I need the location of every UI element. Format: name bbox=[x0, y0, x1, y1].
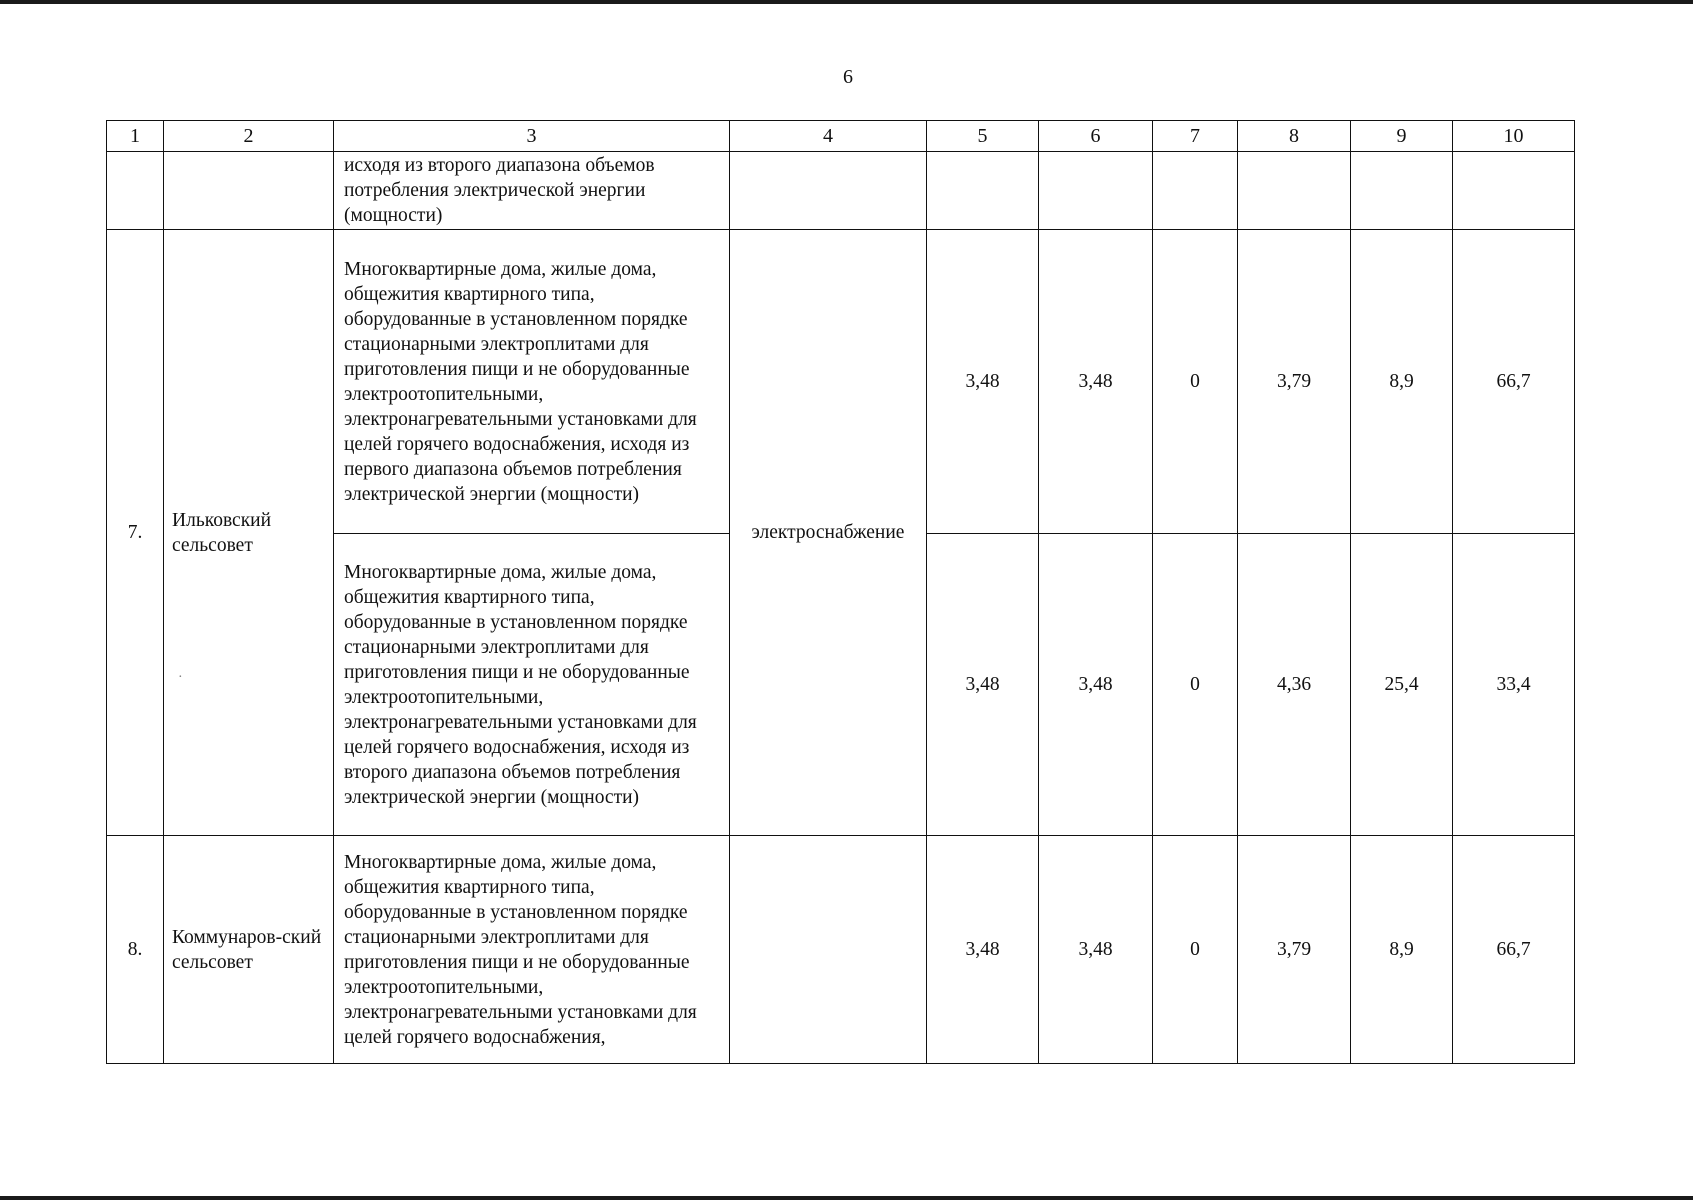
value-cell: 3,79 bbox=[1238, 230, 1351, 534]
column-number: 7 bbox=[1153, 121, 1238, 152]
table-cell bbox=[164, 152, 334, 230]
column-number: 3 bbox=[334, 121, 730, 152]
column-number: 5 bbox=[927, 121, 1039, 152]
value-cell: 0 bbox=[1153, 836, 1238, 1064]
column-number: 6 bbox=[1039, 121, 1153, 152]
resource-type: электроснабжение bbox=[730, 230, 927, 836]
column-number: 4 bbox=[730, 121, 927, 152]
value-cell: 33,4 bbox=[1453, 534, 1575, 836]
value-cell: 25,4 bbox=[1351, 534, 1453, 836]
consumer-description: Многоквартирные дома, жилые дома, общежития квартирного типа, оборудованные в установленном порядке стационарными электроплитами для приготовления пищи и не оборудованные электроотопительными, электронагревательными установками для целей горячего водоснабжения, исходя из второго диапазона объемов потребления электрической энергии (мощности) bbox=[334, 534, 730, 836]
consumer-description: исходя из второго диапазона объемов потребления электрической энергии (мощности) bbox=[334, 152, 730, 230]
column-number: 9 bbox=[1351, 121, 1453, 152]
value-cell: 3,48 bbox=[927, 534, 1039, 836]
value-cell: 66,7 bbox=[1453, 836, 1575, 1064]
column-number: 1 bbox=[107, 121, 164, 152]
page-number: 6 bbox=[843, 66, 853, 88]
row-number: 7. bbox=[107, 230, 164, 836]
scan-edge-bottom bbox=[0, 1196, 1693, 1200]
scan-speck: · bbox=[178, 670, 183, 685]
continuation-row bbox=[107, 152, 1575, 230]
table-cell bbox=[1153, 152, 1238, 230]
value-cell: 3,79 bbox=[1238, 836, 1351, 1064]
value-cell: 0 bbox=[1153, 534, 1238, 836]
column-number-row bbox=[107, 121, 1575, 152]
table-cell bbox=[1351, 152, 1453, 230]
table-cell bbox=[1238, 152, 1351, 230]
scan-edge-top bbox=[0, 0, 1693, 4]
table-cell bbox=[927, 152, 1039, 230]
settlement-name: Ильковский сельсовет bbox=[164, 230, 334, 836]
column-number: 10 bbox=[1453, 121, 1575, 152]
column-number: 2 bbox=[164, 121, 334, 152]
value-cell: 0 bbox=[1153, 230, 1238, 534]
consumer-description: Многоквартирные дома, жилые дома, общежития квартирного типа, оборудованные в установленном порядке стационарными электроплитами для приготовления пищи и не оборудованные электроотопительными, электронагревательными установками для целей горячего водоснабжения, bbox=[334, 836, 730, 1064]
settlement-name: Коммунаров-ский сельсовет bbox=[164, 836, 334, 1064]
table-cell bbox=[730, 152, 927, 230]
value-cell: 3,48 bbox=[1039, 534, 1153, 836]
row-number: 8. bbox=[107, 836, 164, 1064]
tariff-table bbox=[106, 120, 1575, 1064]
value-cell: 8,9 bbox=[1351, 836, 1453, 1064]
value-cell: 4,36 bbox=[1238, 534, 1351, 836]
table-cell bbox=[107, 152, 164, 230]
table-row bbox=[107, 230, 1575, 534]
value-cell: 8,9 bbox=[1351, 230, 1453, 534]
table-row bbox=[107, 836, 1575, 1064]
value-cell: 3,48 bbox=[1039, 230, 1153, 534]
table-cell bbox=[1453, 152, 1575, 230]
value-cell: 3,48 bbox=[927, 230, 1039, 534]
column-number: 8 bbox=[1238, 121, 1351, 152]
value-cell: 3,48 bbox=[927, 836, 1039, 1064]
resource-type bbox=[730, 836, 927, 1064]
consumer-description: Многоквартирные дома, жилые дома, общежития квартирного типа, оборудованные в установленном порядке стационарными электроплитами для приготовления пищи и не оборудованные электроотопительными, электронагревательными установками для целей горячего водоснабжения, исходя из первого диапазона объемов потребления электрической энергии (мощности) bbox=[334, 230, 730, 534]
value-cell: 3,48 bbox=[1039, 836, 1153, 1064]
table-cell bbox=[1039, 152, 1153, 230]
value-cell: 66,7 bbox=[1453, 230, 1575, 534]
